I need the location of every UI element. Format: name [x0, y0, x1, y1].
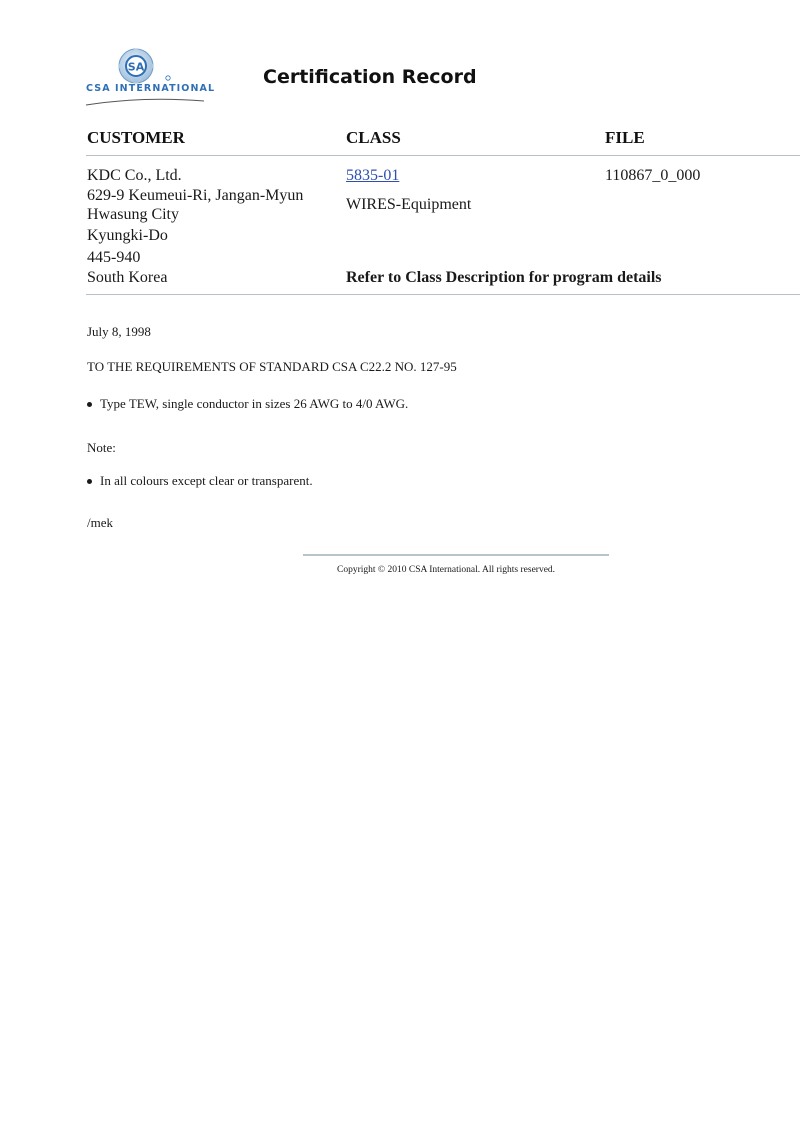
customer-postal-code: 445-940	[87, 249, 141, 266]
note-label: Note:	[87, 440, 116, 455]
signoff-initials: /mek	[87, 515, 113, 530]
divider-bottom	[86, 294, 800, 295]
copyright-text: Copyright © 2010 CSA International. All rights reserved.	[337, 565, 556, 575]
list-item	[87, 473, 313, 489]
column-heading-file: FILE	[605, 128, 645, 147]
footer-divider	[303, 554, 609, 556]
divider-top	[86, 155, 800, 156]
logo-text: CSA INTERNATIONAL	[86, 83, 216, 94]
customer-address-line2: Hwasung City	[87, 206, 179, 223]
class-description: WIRES-Equipment	[346, 196, 472, 213]
list-item-text: In all colours except clear or transparent.	[100, 473, 313, 488]
file-number: 110867_0_000	[605, 167, 701, 184]
standard-requirement: TO THE REQUIREMENTS OF STANDARD CSA C22.2 NO. 127-95	[87, 359, 457, 374]
page-title: Certification Record	[263, 66, 477, 88]
customer-country: South Korea	[87, 269, 168, 286]
customer-address-line3: Kyungki-Do	[87, 227, 168, 244]
customer-name: KDC Co., Ltd.	[87, 167, 182, 184]
customer-address-line1: 629-9 Keumeui-Ri, Jangan-Myun	[87, 187, 304, 204]
list-item	[87, 396, 408, 412]
class-refer-note: Refer to Class Description for program details	[346, 269, 662, 286]
record-date: July 8, 1998	[87, 324, 151, 339]
list-item-text: Type TEW, single conductor in sizes 26 AWG to 4/0 AWG.	[100, 396, 409, 411]
class-number-link[interactable]: 5835-01	[346, 167, 400, 184]
column-heading-customer: CUSTOMER	[87, 128, 185, 147]
bullet-icon	[87, 402, 92, 407]
bullet-icon	[87, 479, 92, 484]
csa-logo	[84, 46, 214, 108]
logo-mark-text: SA	[127, 60, 145, 74]
column-heading-class: CLASS	[346, 128, 401, 147]
